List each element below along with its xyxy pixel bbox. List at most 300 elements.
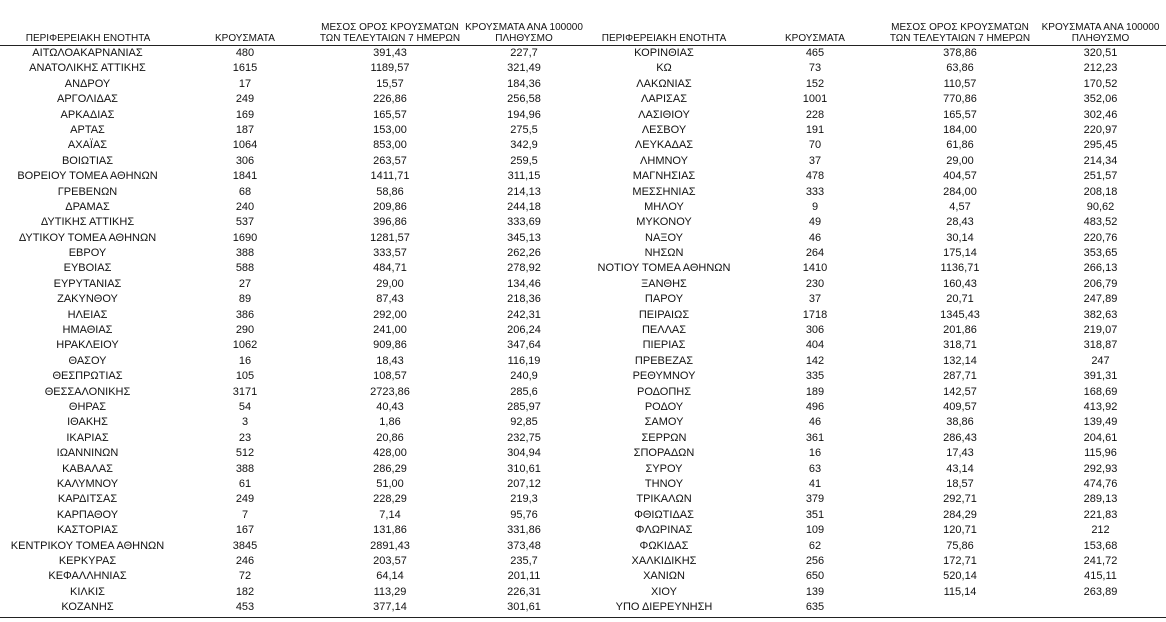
cell-avg7: 1,86 [379,416,401,429]
cell-cases: 478 [805,170,825,183]
cell-region: ΚΙΛΚΙΣ [70,585,105,598]
cell-avg7: 1189,57 [370,62,410,75]
table-row [583,261,1166,276]
table-row [0,231,583,246]
cell-cases: 333 [805,185,825,198]
cell-per100k: 292,93 [1083,462,1118,475]
table-row [583,539,1166,554]
cell-cases: 496 [805,400,825,413]
cell-avg7: 909,86 [373,339,407,352]
header-cases: ΚΡΟΥΣΜΑΤΑ [785,33,845,44]
table-row [0,123,583,138]
cell-avg7: 142,57 [943,385,977,398]
table-header-right [583,14,1166,46]
header-avg7-line1: ΜΕΣΟΣ ΟΡΟΣ ΚΡΟΥΣΜΑΤΩΝ [321,22,459,33]
cell-cases: 249 [235,93,255,106]
cell-per100k: 251,57 [1083,170,1118,183]
cell-per100k: 333,69 [507,216,541,229]
cell-cases: 142 [805,354,825,367]
cell-cases: 16 [808,447,822,460]
table-row [583,277,1166,292]
header-avg7-line1: ΜΕΣΟΣ ΟΡΟΣ ΚΡΟΥΣΜΑΤΩΝ [891,22,1029,33]
cell-per100k: 244,18 [507,200,541,213]
cell-region: ΠΙΕΡΙΑΣ [642,339,686,352]
cell-avg7: 391,43 [373,47,407,59]
cell-region: ΡΟΔΟΠΗΣ [636,385,692,398]
cell-cases: 635 [805,601,825,614]
cell-avg7: 15,57 [376,77,404,90]
cell-cases: 1062 [232,339,258,352]
cell-region: ΧΑΛΚΙΔΙΚΗΣ [631,554,697,567]
cell-avg7: 63,86 [946,62,974,75]
cell-per100k: 220,76 [1083,231,1118,244]
cell-cases: 3 [241,416,249,429]
cell-cases: 37 [808,154,822,167]
cell-region: ΦΘΙΩΤΙΔΑΣ [634,508,694,521]
cell-cases: 306 [235,154,255,167]
cell-avg7: 404,57 [943,170,977,183]
cell-per100k: 240,9 [510,370,538,383]
cell-per100k: 474,76 [1083,477,1118,490]
table-row [583,92,1166,107]
cell-region: ΒΟΙΩΤΙΑΣ [61,154,114,167]
cell-region: ΔΥΤΙΚΟΥ ΤΟΜΕΑ ΑΘΗΝΩΝ [18,231,157,244]
table-row [583,492,1166,507]
cell-cases: 650 [805,570,825,583]
cell-cases: 228 [805,108,825,121]
cell-per100k: 247,89 [1083,293,1118,306]
table-row [583,446,1166,461]
cell-region: ΚΕΝΤΡΙΚΟΥ ΤΟΜΕΑ ΑΘΗΝΩΝ [10,539,165,552]
cell-per100k: 170,52 [1083,77,1118,90]
cell-region: ΚΑΒΑΛΑΣ [62,462,113,475]
cell-region: ΚΑΛΥΜΝΟΥ [56,477,119,490]
cell-region: ΜΑΓΝΗΣΙΑΣ [632,170,696,183]
cell-avg7: 287,71 [943,370,977,383]
cell-per100k: 413,92 [1083,400,1118,413]
cell-cases: 404 [805,339,825,352]
cell-cases: 230 [805,277,825,290]
cell-region: ΦΛΩΡΙΝΑΣ [635,524,693,537]
table-row [583,308,1166,323]
cell-avg7: 160,43 [943,277,977,290]
cell-cases: 351 [805,508,825,521]
table-row [583,431,1166,446]
cell-region: ΠΡΕΒΕΖΑΣ [634,354,694,367]
cell-cases: 187 [235,123,255,136]
cell-cases: 9 [811,200,819,213]
header-avg7-line2: ΤΩΝ ΤΕΛΕΥΤΑΙΩΝ 7 ΗΜΕΡΩΝ [319,33,461,44]
cell-avg7: 28,43 [946,216,974,229]
table-row [583,185,1166,200]
table-row [0,462,583,477]
cell-region: ΗΡΑΚΛΕΙΟΥ [56,339,119,352]
cell-per100k: 242,31 [507,308,541,321]
cell-cases: 23 [238,431,252,444]
cell-per100k: 373,48 [507,539,541,552]
cell-avg7: 17,43 [946,447,974,460]
cell-cases: 7 [241,508,249,521]
cell-avg7: 18,57 [946,477,974,490]
cell-cases: 49 [808,216,822,229]
cell-avg7: 484,71 [373,262,407,275]
cell-avg7: 1345,43 [940,308,980,321]
cell-avg7: 113,29 [373,585,407,598]
cell-region: ΤΗΝΟΥ [644,477,684,490]
table-row [0,200,583,215]
cell-avg7: 29,00 [946,154,974,167]
cell-per100k: 262,26 [507,247,541,260]
cell-avg7: 58,86 [376,185,404,198]
table-right-half [583,14,1166,615]
cell-region: ΤΡΙΚΑΛΩΝ [636,493,692,506]
table-row [583,569,1166,584]
cell-avg7: 203,57 [373,554,407,567]
cell-cases: 588 [235,262,255,275]
cell-avg7: 409,57 [943,400,977,413]
cell-cases: 249 [235,493,255,506]
table-row [583,554,1166,569]
cell-avg7: 853,00 [373,139,407,152]
cell-avg7: 428,00 [373,447,407,460]
cell-region: ΛΑΚΩΝΙΑΣ [636,77,692,90]
table-row [0,585,583,600]
cell-per100k: 218,36 [507,293,541,306]
cell-region: ΛΑΣΙΘΙΟΥ [638,108,690,121]
cell-cases: 1064 [232,139,258,152]
cell-region: ΑΧΑΪΑΣ [67,139,108,152]
cell-per100k: 95,76 [510,508,538,521]
cell-cases: 16 [238,354,252,367]
table-row [583,123,1166,138]
cell-per100k: 168,69 [1083,385,1118,398]
cell-region: ΣΠΟΡΑΔΩΝ [633,447,695,460]
cell-per100k: 194,96 [507,108,541,121]
cell-region: ΜΕΣΣΗΝΙΑΣ [632,185,696,198]
cell-cases: 54 [238,400,252,413]
table-row [583,477,1166,492]
cell-region: ΘΕΣΣΑΛΟΝΙΚΗΣ [44,385,131,398]
cell-avg7: 209,86 [373,200,407,213]
cell-region: ΖΑΚΥΝΘΟΥ [57,293,118,306]
table-body-right [583,46,1166,615]
table-row [0,385,583,400]
cell-per100k: 318,87 [1083,339,1118,352]
table-row [0,400,583,415]
cell-cases: 1690 [232,231,258,244]
cell-region: ΕΥΒΟΙΑΣ [63,262,112,275]
cell-cases: 1001 [802,93,828,106]
cell-avg7: 29,00 [376,277,404,290]
table-row [0,539,583,554]
cell-region: ΦΩΚΙΔΑΣ [639,539,689,552]
table-row [0,261,583,276]
cell-per100k: 483,52 [1083,216,1118,229]
table-row [583,323,1166,338]
cell-avg7: 2891,43 [370,539,410,552]
header-region: ΠΕΡΙΦΕΡΕΙΑΚΗ ΕΝΟΤΗΤΑ [601,33,727,44]
cell-per100k: 241,72 [1083,554,1118,567]
cell-per100k: 275,5 [510,123,538,136]
cell-avg7: 7,14 [379,508,401,521]
table-row [0,477,583,492]
cell-cases: 379 [805,493,825,506]
cell-per100k: 247 [1091,354,1110,367]
cell-cases: 61 [238,477,252,490]
cell-per100k: 301,61 [507,601,541,614]
table-header-left [0,14,583,46]
cell-region: ΝΗΣΩΝ [644,247,684,260]
cell-cases: 191 [805,123,825,136]
cell-avg7: 75,86 [946,539,974,552]
cell-per100k: 295,45 [1083,139,1118,152]
header-per100k-line2: ΠΛΗΘΥΣΜΟ [1071,33,1130,44]
cell-cases: 152 [805,77,825,90]
table-row [0,77,583,92]
table-row [583,462,1166,477]
cell-avg7: 18,43 [376,354,404,367]
cell-per100k: 259,5 [510,154,538,167]
table-row [583,369,1166,384]
cell-cases: 264 [805,247,825,260]
cell-region: ΑΙΤΩΛΟΑΚΑΡΝΑΝΙΑΣ [32,47,143,59]
cell-region: ΚΟΖΑΝΗΣ [61,601,114,614]
cell-region: ΛΑΡΙΣΑΣ [640,93,687,106]
cell-region: ΑΡΤΑΣ [70,123,105,136]
cell-avg7: 175,14 [943,247,977,260]
cell-region: ΜΗΛΟΥ [644,200,684,213]
table-row [0,138,583,153]
cell-avg7: 115,14 [943,585,977,598]
cell-per100k: 212 [1091,524,1110,537]
table-row [0,431,583,446]
cell-cases: 246 [235,554,255,567]
cell-avg7: 120,71 [943,524,977,537]
cell-cases: 46 [808,231,822,244]
cell-cases: 27 [238,277,252,290]
cell-cases: 480 [235,47,255,59]
cell-per100k: 90,62 [1086,200,1115,213]
cell-avg7: 108,57 [373,370,407,383]
cell-avg7: 61,86 [946,139,974,152]
cell-avg7: 228,29 [373,493,407,506]
cell-cases: 256 [805,554,825,567]
cell-region: ΘΑΣΟΥ [68,354,107,367]
cell-avg7: 30,14 [946,231,974,244]
cell-per100k: 263,89 [1083,585,1118,598]
cell-cases: 73 [808,62,822,75]
cell-cases: 1841 [232,170,258,183]
cell-cases: 1410 [802,262,828,275]
cell-cases: 3845 [232,539,258,552]
cell-per100k: 391,31 [1083,370,1118,383]
cell-per100k: 116,19 [507,354,541,367]
table-row [0,277,583,292]
header-avg7-line2: ΤΩΝ ΤΕΛΕΥΤΑΙΩΝ 7 ΗΜΕΡΩΝ [889,33,1031,44]
cell-cases: 306 [805,324,825,337]
cell-avg7: 770,86 [943,93,977,106]
header-per100k [465,22,583,44]
cell-per100k: 235,7 [510,554,538,567]
cell-per100k: 304,94 [507,447,541,460]
cell-region: ΥΠΟ ΔΙΕΡΕΥΝΗΣΗ [615,601,713,614]
table-row [583,200,1166,215]
table-row [0,508,583,523]
table-row [0,554,583,569]
cell-per100k: 201,11 [507,570,541,583]
cell-avg7: 38,86 [946,416,974,429]
cell-per100k: 139,49 [1083,416,1118,429]
cell-cases: 290 [235,324,255,337]
cell-avg7: 132,14 [943,354,977,367]
cell-per100k: 342,9 [510,139,538,152]
cell-region: ΓΡΕΒΕΝΩΝ [57,185,118,198]
cell-cases: 1615 [232,62,258,75]
table-row [0,46,583,61]
table-row [583,154,1166,169]
header-per100k-line1: ΚΡΟΥΣΜΑΤΑ ΑΝΑ 100000 [465,22,583,33]
cell-avg7: 284,00 [943,185,977,198]
table-row [0,61,583,76]
table-row [0,569,583,584]
cell-per100k: 212,23 [1083,62,1118,75]
cell-avg7 [885,600,1035,615]
table-row [583,77,1166,92]
table-row [0,169,583,184]
cell-avg7: 292,71 [943,493,977,506]
cell-cases: 17 [238,77,252,90]
cell-region: ΑΡΓΟΛΙΔΑΣ [57,93,118,106]
cell-avg7: 286,29 [373,462,407,475]
cell-avg7: 292,00 [373,308,407,321]
table-row [0,246,583,261]
cell-cases: 46 [808,416,822,429]
cell-per100k: 331,86 [507,524,541,537]
cell-cases: 537 [235,216,255,229]
table-row [583,61,1166,76]
cell-region: ΚΩ [656,62,672,75]
cell-per100k: 285,97 [507,400,541,413]
cell-region: ΘΕΣΠΡΩΤΙΑΣ [52,370,123,383]
table-row [583,600,1166,615]
cell-cases: 62 [808,539,822,552]
cell-avg7: 1281,57 [370,231,410,244]
cell-region: ΙΘΑΚΗΣ [67,416,108,429]
cell-per100k: 302,46 [1083,108,1118,121]
cell-cases: 167 [235,524,255,537]
table-row [0,415,583,430]
cell-per100k: 311,15 [507,170,541,183]
cell-region: ΣΕΡΡΩΝ [641,431,687,444]
cell-region: ΙΩΑΝΝΙΝΩΝ [56,447,119,460]
cell-cases: 361 [805,431,825,444]
cell-per100k: 134,46 [507,277,541,290]
header-per100k-line1: ΚΡΟΥΣΜΑΤΑ ΑΝΑ 100000 [1041,22,1160,33]
cell-per100k: 415,11 [1084,570,1117,583]
cell-cases: 89 [238,293,252,306]
cell-region: ΗΛΕΙΑΣ [67,308,108,321]
table-row [583,231,1166,246]
cell-cases: 388 [235,247,255,260]
cell-region: ΚΕΦΑΛΛΗΝΙΑΣ [48,570,127,583]
table-row [0,108,583,123]
cell-per100k: 214,34 [1083,154,1118,167]
cell-cases: 70 [808,139,822,152]
cell-per100k: 352,06 [1083,93,1118,106]
table-body-left [0,46,583,615]
cell-per100k: 285,6 [510,385,538,398]
cell-region: ΑΡΚΑΔΙΑΣ [60,108,115,121]
cell-cases: 335 [805,370,825,383]
cell-per100k: 256,58 [507,93,541,106]
cell-region: ΣΥΡΟΥ [645,462,683,475]
cell-per100k: 266,13 [1083,262,1118,275]
cell-cases: 512 [235,447,255,460]
header-cases: ΚΡΟΥΣΜΑΤΑ [215,33,275,44]
cell-region: ΑΝΑΤΟΛΙΚΗΣ ΑΤΤΙΚΗΣ [29,62,146,75]
table-row [0,215,583,230]
cell-per100k: 320,51 [1083,47,1118,59]
cell-avg7: 110,57 [943,77,977,90]
cell-per100k: 289,13 [1083,493,1118,506]
cell-avg7: 165,57 [373,108,407,121]
table-row [0,292,583,307]
cell-region: ΠΕΛΛΑΣ [641,324,687,337]
cell-cases: 3171 [232,385,258,398]
cell-avg7: 241,00 [373,324,407,337]
cell-avg7: 184,00 [943,123,977,136]
cell-avg7: 284,29 [943,508,977,521]
cell-cases: 68 [238,185,252,198]
cell-per100k: 92,85 [510,416,538,429]
table-row [583,415,1166,430]
cell-region: ΒΟΡΕΙΟΥ ΤΟΜΕΑ ΑΘΗΝΩΝ [17,170,158,183]
cell-cases: 1718 [802,308,828,321]
cell-region: ΚΑΡΠΑΘΟΥ [56,508,119,521]
cell-region: ΧΑΝΙΩΝ [643,570,685,583]
cell-region: ΚΟΡΙΝΘΙΑΣ [634,47,694,59]
cell-region: ΑΝΔΡΟΥ [64,77,111,90]
table-row [0,369,583,384]
header-per100k-line2: ΠΛΗΘΥΣΜΟ [495,33,553,44]
cell-avg7: 263,57 [373,154,407,167]
cell-avg7: 396,86 [373,216,407,229]
cell-per100k: 208,18 [1083,185,1118,198]
cell-per100k: 204,61 [1083,431,1118,444]
cell-region: ΞΑΝΘΗΣ [641,277,687,290]
cell-cases: 453 [235,601,255,614]
cell-avg7: 153,00 [373,123,407,136]
table-row [0,323,583,338]
cell-cases: 465 [805,47,825,59]
cell-avg7: 226,86 [373,93,407,106]
table-row [0,492,583,507]
table-row [583,215,1166,230]
cell-region: ΡΟΔΟΥ [644,400,684,413]
cell-avg7: 377,14 [373,601,407,614]
table-row [0,92,583,107]
cell-per100k: 221,83 [1083,508,1118,521]
cell-region: ΕΒΡΟΥ [68,247,107,260]
cell-avg7: 201,86 [943,324,977,337]
cell-cases: 37 [808,293,822,306]
cell-avg7: 165,57 [943,108,977,121]
cell-region: ΔΥΤΙΚΗΣ ΑΤΤΙΚΗΣ [40,216,135,229]
cell-per100k: 345,13 [507,231,541,244]
table-row [583,108,1166,123]
cell-per100k: 153,68 [1083,539,1118,552]
cell-per100k: 232,75 [507,431,541,444]
